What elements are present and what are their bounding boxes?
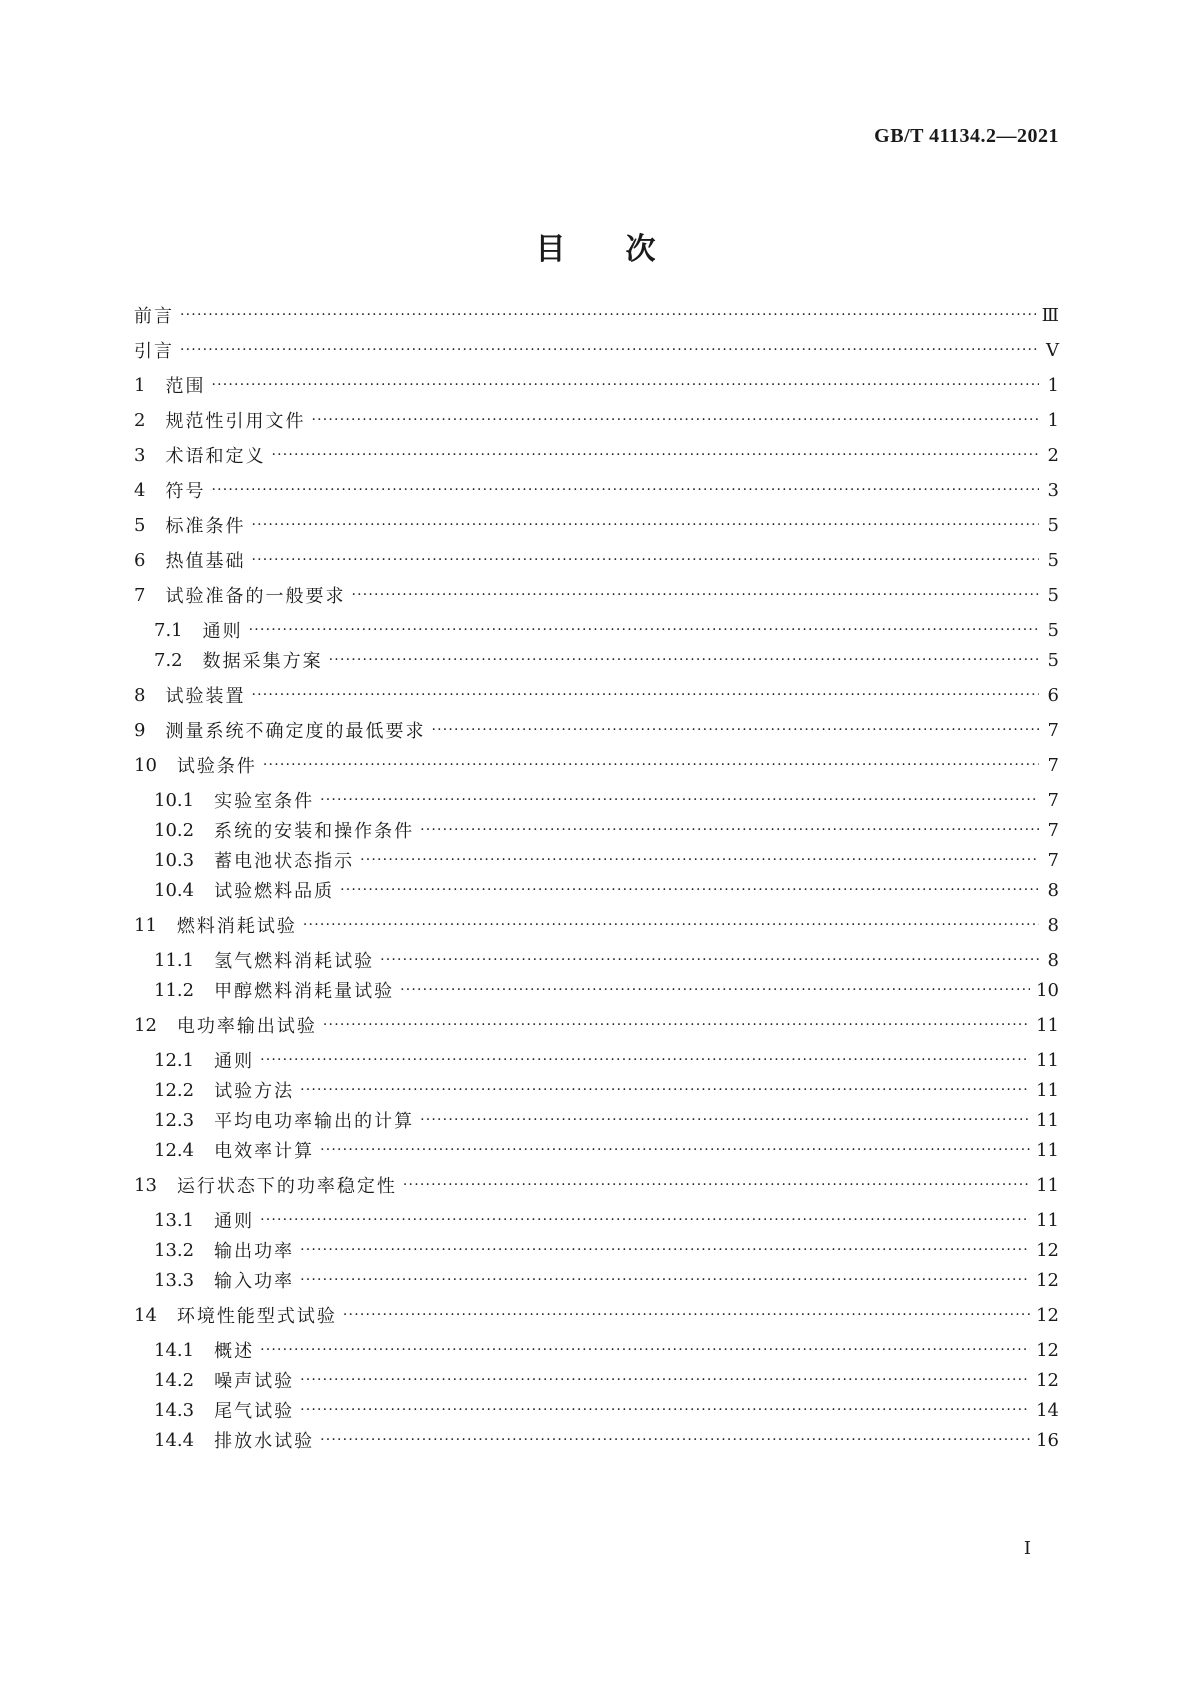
toc-entry-number: 12.3 (154, 1109, 195, 1131)
toc-entry-label: 平均电功率输出的计算 (214, 1111, 415, 1132)
toc-entry-page: 10 (1036, 979, 1059, 1001)
toc-entry-number: 14 (134, 1304, 157, 1326)
toc-dot-leader (180, 302, 1036, 328)
toc-entry-number: 10.4 (154, 879, 195, 901)
toc-entry[interactable] (154, 1077, 1059, 1103)
toc-entry[interactable] (134, 302, 1059, 328)
toc-entry-number: 13 (134, 1174, 157, 1196)
toc-entry-label: 尾气试验 (214, 1401, 295, 1422)
toc-entry-page: 5 (1047, 649, 1059, 671)
toc-entry-page: 5 (1047, 619, 1059, 641)
toc-entry[interactable] (134, 547, 1059, 573)
toc-entry[interactable] (134, 477, 1059, 503)
toc-dot-leader (300, 1397, 1030, 1423)
toc-entry-page: 3 (1047, 479, 1059, 501)
toc-entry[interactable] (154, 1237, 1059, 1263)
toc-entry-number: 7.1 (154, 619, 183, 641)
toc-entry[interactable] (154, 1047, 1059, 1073)
toc-dot-leader (300, 1267, 1030, 1293)
toc-entry-number: 3 (134, 444, 146, 466)
toc-entry-label: 系统的安装和操作条件 (214, 821, 415, 842)
toc-entry[interactable] (134, 407, 1059, 433)
toc-entry-page: 6 (1047, 684, 1059, 706)
toc-entry-number: 12.4 (154, 1139, 195, 1161)
toc-entry-label: 甲醇燃料消耗量试验 (214, 981, 395, 1002)
toc-entry-label: 测量系统不确定度的最低要求 (165, 721, 426, 742)
toc-entry-label: 通则 (214, 1051, 255, 1072)
table-of-contents (134, 0, 1059, 1684)
standard-code: GB/T 41134.2—2021 (874, 125, 1059, 147)
toc-dot-leader (340, 877, 1039, 903)
toc-entry-page: 8 (1047, 914, 1059, 936)
toc-entry-number: 10.3 (154, 849, 195, 871)
toc-entry-label: 热值基础 (165, 551, 246, 572)
toc-entry-label: 电功率输出试验 (176, 1016, 317, 1037)
toc-entry[interactable] (134, 1302, 1059, 1328)
toc-entry-label: 氢气燃料消耗试验 (214, 951, 375, 972)
toc-entry-label: 实验室条件 (214, 791, 315, 812)
toc-dot-leader (360, 847, 1039, 873)
toc-entry[interactable] (134, 717, 1059, 743)
toc-entry-number: 2 (134, 409, 146, 431)
toc-entry-number: 12.2 (154, 1079, 195, 1101)
toc-entry-label: 前言 (134, 306, 174, 327)
toc-entry[interactable] (154, 1427, 1059, 1453)
toc-entry-page: 7 (1047, 754, 1059, 776)
toc-entry-label: 通则 (202, 621, 243, 642)
toc-entry-page: 11 (1036, 1209, 1059, 1231)
toc-entry[interactable] (134, 752, 1059, 778)
toc-entry-page: 7 (1047, 719, 1059, 741)
toc-dot-leader (300, 1237, 1030, 1263)
toc-dot-leader (300, 1077, 1030, 1103)
toc-entry-page: 16 (1036, 1429, 1059, 1451)
toc-dot-leader (260, 1337, 1030, 1363)
toc-entry-number: 6 (134, 549, 146, 571)
toc-entry-page: 11 (1036, 1139, 1059, 1161)
toc-entry[interactable] (134, 682, 1059, 708)
toc-entry-page: 7 (1047, 789, 1059, 811)
toc-entry-number: 14.2 (154, 1369, 195, 1391)
toc-entry[interactable] (154, 647, 1059, 673)
toc-entry[interactable] (134, 442, 1059, 468)
toc-dot-leader (249, 617, 1039, 643)
toc-entry[interactable] (134, 372, 1059, 398)
toc-dot-leader (180, 337, 1039, 363)
toc-entry-number: 10.2 (154, 819, 195, 841)
toc-entry[interactable] (134, 1012, 1059, 1038)
toc-entry-label: 通则 (214, 1211, 255, 1232)
toc-dot-leader (271, 442, 1039, 468)
toc-entry-label: 数据采集方案 (202, 651, 323, 672)
toc-entry-page: 12 (1036, 1369, 1059, 1391)
toc-dot-leader (211, 372, 1039, 398)
toc-entry[interactable] (134, 582, 1059, 608)
toc-dot-leader (300, 1367, 1030, 1393)
toc-entry-page: 12 (1036, 1339, 1059, 1361)
toc-entry-label: 电效率计算 (214, 1141, 315, 1162)
toc-entry-number: 11 (134, 914, 157, 936)
toc-entry-number: 14.4 (154, 1429, 195, 1451)
toc-entry-label: 燃料消耗试验 (176, 916, 297, 937)
toc-entry-page: 7 (1047, 819, 1059, 841)
toc-entry[interactable] (154, 977, 1059, 1003)
toc-entry-page: 5 (1047, 584, 1059, 606)
toc-entry-number: 13.2 (154, 1239, 195, 1261)
toc-dot-leader (343, 1302, 1030, 1328)
toc-dot-leader (260, 1207, 1030, 1233)
toc-entry[interactable] (134, 512, 1059, 538)
toc-entry-page: 11 (1036, 1079, 1059, 1101)
toc-dot-leader (211, 477, 1039, 503)
toc-entry-number: 7 (134, 584, 146, 606)
toc-entry-number: 7.2 (154, 649, 183, 671)
toc-entry-label: 噪声试验 (214, 1371, 295, 1392)
toc-dot-leader (320, 1427, 1030, 1453)
toc-entry[interactable] (154, 1207, 1059, 1233)
toc-dot-leader (329, 647, 1039, 673)
toc-entry-page: 1 (1047, 374, 1059, 396)
toc-entry-page: 12 (1036, 1269, 1059, 1291)
toc-entry-label: 试验条件 (176, 756, 257, 777)
toc-entry[interactable] (134, 1172, 1059, 1198)
toc-dot-leader (251, 547, 1039, 573)
toc-entry-label: 试验方法 (214, 1081, 295, 1102)
toc-entry-page: 7 (1047, 849, 1059, 871)
toc-entry-page: 1 (1047, 409, 1059, 431)
toc-entry-number: 11.2 (154, 979, 195, 1001)
toc-dot-leader (320, 787, 1039, 813)
toc-entry-label: 排放水试验 (214, 1431, 315, 1452)
toc-entry-label: 运行状态下的功率稳定性 (176, 1176, 397, 1197)
toc-entry-page: 11 (1036, 1014, 1059, 1036)
toc-entry[interactable] (154, 847, 1059, 873)
page-title: 目次 (535, 232, 716, 267)
toc-dot-leader (251, 512, 1039, 538)
toc-entry-number: 13.3 (154, 1269, 195, 1291)
toc-entry-page: 12 (1036, 1304, 1059, 1326)
toc-entry-number: 12 (134, 1014, 157, 1036)
toc-entry[interactable] (154, 1137, 1059, 1163)
toc-entry-number: 4 (134, 479, 146, 501)
toc-entry-number: 1 (134, 374, 146, 396)
toc-dot-leader (311, 407, 1039, 433)
toc-entry-label: 引言 (134, 341, 174, 362)
toc-dot-leader (420, 817, 1039, 843)
toc-dot-leader (351, 582, 1039, 608)
toc-entry-label: 环境性能型式试验 (176, 1306, 337, 1327)
toc-entry-label: 输出功率 (214, 1241, 295, 1262)
toc-dot-leader (403, 1172, 1030, 1198)
toc-entry-label: 试验燃料品质 (214, 881, 335, 902)
toc-entry-number: 5 (134, 514, 146, 536)
toc-entry-label: 符号 (165, 481, 206, 502)
toc-entry-number: 14.3 (154, 1399, 195, 1421)
toc-entry-label: 输入功率 (214, 1271, 295, 1292)
toc-entry-page: 12 (1036, 1239, 1059, 1261)
toc-entry[interactable] (154, 877, 1059, 903)
toc-entry-number: 12.1 (154, 1049, 195, 1071)
toc-entry-label: 术语和定义 (165, 446, 266, 467)
toc-dot-leader (263, 752, 1039, 778)
toc-entry-number: 10.1 (154, 789, 195, 811)
toc-entry-page: 8 (1047, 949, 1059, 971)
toc-entry[interactable] (154, 947, 1059, 973)
toc-entry[interactable] (154, 817, 1059, 843)
toc-entry-page: 5 (1047, 549, 1059, 571)
toc-entry-page: Ⅴ (1046, 339, 1059, 361)
toc-dot-leader (320, 1137, 1030, 1163)
toc-entry-page: 14 (1036, 1399, 1059, 1421)
toc-entry-page: Ⅲ (1041, 304, 1059, 326)
toc-entry[interactable] (154, 617, 1059, 643)
toc-entry-number: 11.1 (154, 949, 195, 971)
toc-entry[interactable] (154, 787, 1059, 813)
toc-entry[interactable] (134, 337, 1059, 363)
toc-dot-leader (260, 1047, 1030, 1073)
toc-dot-leader (420, 1107, 1030, 1133)
toc-entry[interactable] (134, 912, 1059, 938)
toc-dot-leader (380, 947, 1039, 973)
toc-entry-label: 概述 (214, 1341, 255, 1362)
toc-entry-page: 11 (1036, 1049, 1059, 1071)
toc-entry-number: 10 (134, 754, 157, 776)
toc-dot-leader (303, 912, 1039, 938)
toc-entry-number: 9 (134, 719, 146, 741)
page-number: Ⅰ (1023, 1538, 1031, 1559)
toc-entry-page: 11 (1036, 1109, 1059, 1131)
toc-entry-label: 蓄电池状态指示 (214, 851, 355, 872)
toc-entry-number: 8 (134, 684, 146, 706)
toc-dot-leader (400, 977, 1030, 1003)
toc-entry-page: 8 (1047, 879, 1059, 901)
toc-entry-page: 11 (1036, 1174, 1059, 1196)
toc-dot-leader (251, 682, 1039, 708)
toc-entry-number: 14.1 (154, 1339, 195, 1361)
toc-entry-page: 2 (1047, 444, 1059, 466)
toc-entry-number: 13.1 (154, 1209, 195, 1231)
toc-entry-label: 标准条件 (165, 516, 246, 537)
toc-entry[interactable] (154, 1337, 1059, 1363)
toc-entry-page: 5 (1047, 514, 1059, 536)
toc-entry[interactable] (154, 1107, 1059, 1133)
toc-entry[interactable] (154, 1267, 1059, 1293)
toc-entry[interactable] (154, 1397, 1059, 1423)
toc-entry-label: 范围 (165, 376, 206, 397)
toc-dot-leader (431, 717, 1039, 743)
toc-entry-label: 试验装置 (165, 686, 246, 707)
toc-entry-label: 规范性引用文件 (165, 411, 306, 432)
toc-entry-label: 试验准备的一般要求 (165, 586, 346, 607)
toc-entry[interactable] (154, 1367, 1059, 1393)
toc-dot-leader (323, 1012, 1030, 1038)
